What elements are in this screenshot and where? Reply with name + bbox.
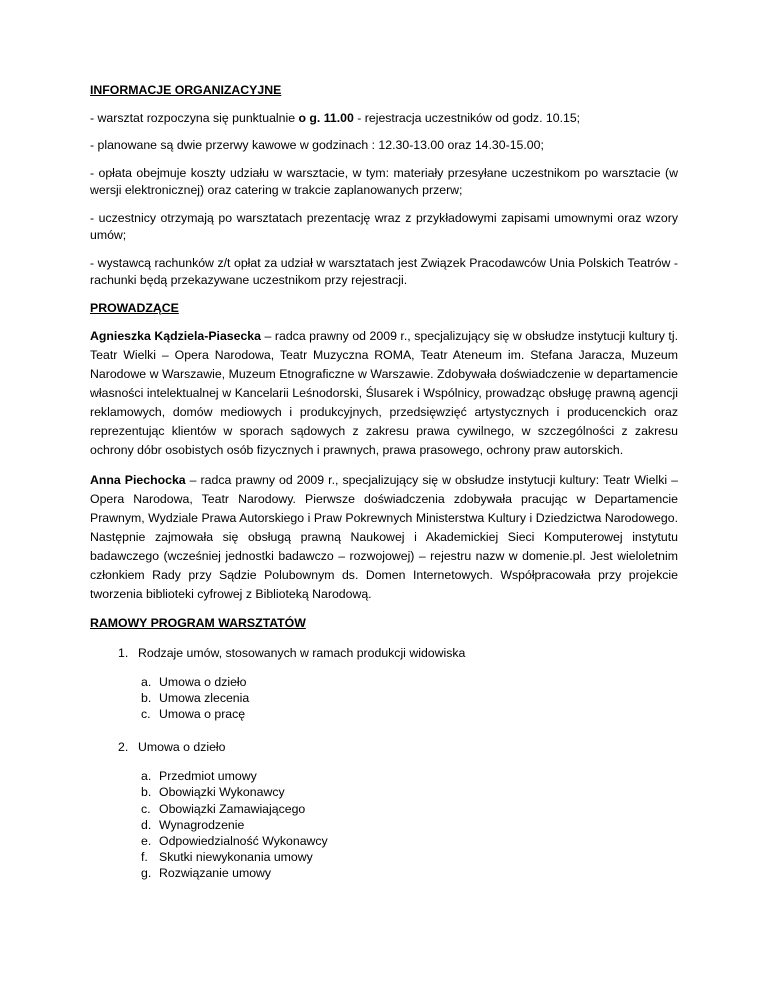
- leader-bio-2: [90, 471, 678, 604]
- start-time-bold: o g. 11.00: [298, 110, 354, 125]
- subitem-letter: a.: [141, 675, 152, 689]
- section-heading-leaders: PROWADZĄCE: [90, 300, 179, 315]
- section-heading-organizational: INFORMACJE ORGANIZACYJNE: [90, 83, 282, 97]
- subitem-text: Umowa o dzieło: [159, 675, 247, 689]
- program-subitem: [138, 849, 678, 865]
- subitem-letter: b.: [141, 691, 152, 706]
- program-item-number: 2.: [118, 739, 129, 754]
- subitem-text: Rozwiązanie umowy: [159, 866, 272, 881]
- program-sublist: [138, 674, 678, 723]
- subitem-letter: f.: [141, 850, 148, 865]
- document-page: [90, 82, 678, 898]
- org-paragraph-breaks: - planowane są dwie przerwy kawowe w godzinach : 12.30-13.00 oraz 14.30-15.00;: [90, 138, 544, 152]
- subitem-letter: b.: [141, 785, 152, 800]
- program-item-number: 1.: [118, 645, 129, 660]
- program-list: [90, 645, 678, 882]
- program-subitem: [138, 801, 678, 817]
- subitem-text: Przedmiot umowy: [159, 769, 257, 784]
- subitem-letter: g.: [141, 866, 152, 881]
- leader-bio-text-2: – radca prawny od 2009 r., specjalizujący się w obsłudze instytucji kultury: Teatr Wielki – Opera Narodowa, Teatr Narodowy. Pierwsze doświadczenia zdobywała pracując w Departamencie Prawnym, Wydziale Prawa Autorskiego i Praw Pokrewnych Ministerstwa Kultury i Dziedzictwa Narodowego. Następnie zajmowała się obsługą prawną Naukowej i Akademickiej Sieci Komputerowej instytutu badawczego (wcześniej jednostki badawczo – rozwojowej) – rejestru nazw w domenie.pl. Jest wieloletnim członkiem Rady przy Sądzie Polubownym ds. Domen Internetowych. Współpracowała przy projekcie tworzenia biblioteki cyfrowej z Biblioteką Narodową.: [90, 473, 678, 601]
- subitem-text: Obowiązki Zamawiającego: [159, 801, 306, 816]
- program-subitem: [138, 768, 678, 784]
- subitem-letter: d.: [141, 817, 152, 832]
- subitem-text: Odpowiedzialność Wykonawcy: [159, 833, 328, 848]
- org-paragraph-materials: - uczestnicy otrzymają po warsztatach prezentację wraz z przykładowymi zapisami umownymi oraz wzory umów;: [90, 210, 678, 242]
- program-item-title: Umowa o dzieło: [138, 739, 226, 754]
- subitem-letter: e.: [141, 833, 152, 848]
- subitem-letter: c.: [141, 707, 151, 722]
- program-subitem: [138, 690, 678, 706]
- subitem-letter: c.: [141, 801, 151, 816]
- program-subitem: [138, 833, 678, 849]
- section-heading-program: RAMOWY PROGRAM WARSZTATÓW: [90, 616, 306, 630]
- program-subitem: [138, 784, 678, 800]
- program-item: [90, 739, 678, 882]
- subitem-text: Obowiązki Wykonawcy: [159, 785, 285, 800]
- program-item-title: Rodzaje umów, stosowanych w ramach produkcji widowiska: [138, 645, 466, 660]
- leader-name-2: Anna Piechocka: [90, 473, 186, 487]
- org-paragraph-fee: - opłata obejmuje koszty udziału w warsztacie, w tym: materiały przesyłane uczestnikom po warsztacie (w wersji elektronicznej) oraz catering w trakcie zaplanowanych przerw;: [90, 165, 678, 197]
- org-p1-text-after: - rejestracja uczestników od godz. 10.15;: [353, 110, 581, 125]
- org-p1-text: - warsztat rozpoczyna się punktualnie: [90, 110, 299, 125]
- program-sublist: [138, 768, 678, 881]
- program-subitem: [138, 706, 678, 722]
- program-subitem: [138, 817, 678, 833]
- subitem-text: Wynagrodzenie: [159, 817, 245, 832]
- subitem-text: Umowa o pracę: [159, 707, 246, 722]
- leader-bio-text-1: – radca prawny od 2009 r., specjalizujący się w obsłudze instytucji kultury tj. Teatr Wielki – Opera Narodowa, Teatr Muzyczna ROMA, Teatr Ateneum im. Stefana Jaracza, Muzeum Narodowe w Warszawie, Muzeum Etnograficzne w Warszawie. Zdobywała doświadczenie w departamencie własności intelektualnej w Kancelarii Leśnodorski, Ślusarek i Wspólnicy, prowadząc obsługę prawną agencji reklamowych, domów mediowych i produkcyjnych, przedsięwzięć artystycznych i producenckich oraz reprezentując klientów w sporach sądowych z zakresu prawa cywilnego, w szczególności z zakresu ochrony dóbr osobistych osób fizycznych i prawnych, prawa prasowego, ochrony praw autorskich.: [90, 329, 678, 457]
- subitem-letter: a.: [141, 769, 152, 784]
- subitem-text: Umowa zlecenia: [159, 691, 250, 706]
- org-paragraph-start-time: [90, 110, 678, 128]
- program-subitem: [138, 674, 678, 690]
- leader-bio-1: [90, 327, 678, 460]
- org-paragraph-invoices: - wystawcą rachunków z/t opłat za udział w warsztatach jest Związek Pracodawców Unia Polskich Teatrów - rachunki będą przekazywane uczestnikom przy rejestracji.: [90, 255, 678, 287]
- leader-name-1: Agnieszka Kądziela-Piasecka: [90, 329, 261, 343]
- program-item: [90, 645, 678, 723]
- subitem-text: Skutki niewykonania umowy: [159, 850, 313, 865]
- program-subitem: [138, 865, 678, 881]
